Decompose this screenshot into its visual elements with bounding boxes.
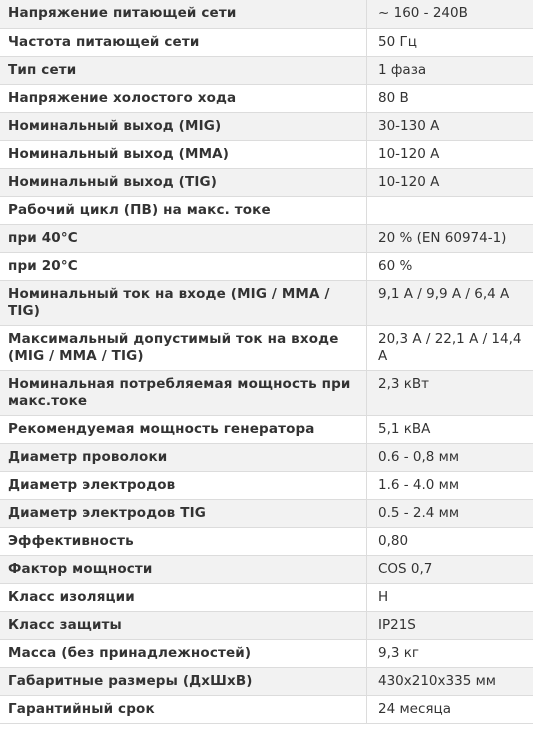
- spec-value: 10-120 А: [367, 168, 533, 196]
- spec-row: [0, 415, 533, 443]
- spec-value: 20 % (EN 60974-1): [367, 224, 533, 252]
- spec-row: [0, 471, 533, 499]
- spec-value: 60 %: [367, 252, 533, 280]
- spec-param: Класс изоляции: [0, 583, 367, 611]
- spec-param: Диаметр проволоки: [0, 443, 367, 471]
- spec-param: Масса (без принадлежностей): [0, 639, 367, 667]
- spec-value: 50 Гц: [367, 28, 533, 56]
- spec-value: 0.5 - 2.4 мм: [367, 499, 533, 527]
- spec-param: Эффективность: [0, 527, 367, 555]
- spec-row: [0, 325, 533, 370]
- spec-param: Частота питающей сети: [0, 28, 367, 56]
- spec-param: Фактор мощности: [0, 555, 367, 583]
- spec-param: Габаритные размеры (ДхШхВ): [0, 667, 367, 695]
- spec-param: Диаметр электродов: [0, 471, 367, 499]
- spec-value: 2,3 кВт: [367, 370, 533, 415]
- spec-row: [0, 443, 533, 471]
- spec-row: [0, 695, 533, 723]
- spec-value: 1 фаза: [367, 56, 533, 84]
- spec-param: Номинальная потребляемая мощность при макс.токе: [0, 370, 367, 415]
- spec-param: Номинальный ток на входе (MIG / MMA / TIG): [0, 280, 367, 325]
- spec-row: [0, 370, 533, 415]
- spec-param: Номинальный выход (MMA): [0, 140, 367, 168]
- spec-row: [0, 583, 533, 611]
- spec-row: [0, 555, 533, 583]
- spec-param: при 40°С: [0, 224, 367, 252]
- spec-row: [0, 499, 533, 527]
- spec-row: [0, 280, 533, 325]
- spec-row: [0, 639, 533, 667]
- spec-value: 20,3 A / 22,1 A / 14,4 A: [367, 325, 533, 370]
- spec-param: Напряжение питающей сети: [0, 0, 367, 28]
- spec-value: 5,1 кВА: [367, 415, 533, 443]
- spec-value: 10-120 А: [367, 140, 533, 168]
- spec-param: Рекомендуемая мощность генератора: [0, 415, 367, 443]
- spec-row: [0, 667, 533, 695]
- spec-param: Тип сети: [0, 56, 367, 84]
- spec-param: при 20°С: [0, 252, 367, 280]
- spec-param: Напряжение холостого хода: [0, 84, 367, 112]
- spec-param: Номинальный выход (TIG): [0, 168, 367, 196]
- spec-param: Гарантийный срок: [0, 695, 367, 723]
- spec-row: [0, 168, 533, 196]
- spec-value: 430х210х335 мм: [367, 667, 533, 695]
- spec-row: [0, 196, 533, 224]
- spec-row: [0, 527, 533, 555]
- spec-value: 0.6 - 0,8 мм: [367, 443, 533, 471]
- spec-param: Номинальный выход (MIG): [0, 112, 367, 140]
- spec-row: [0, 84, 533, 112]
- spec-row: [0, 224, 533, 252]
- spec-value: 1.6 - 4.0 мм: [367, 471, 533, 499]
- spec-value: 80 В: [367, 84, 533, 112]
- spec-value: 0,80: [367, 527, 533, 555]
- spec-value: [367, 196, 533, 224]
- spec-param: Максимальный допустимый ток на входе (MIG / MMA / TIG): [0, 325, 367, 370]
- spec-row: [0, 252, 533, 280]
- spec-value: IP21S: [367, 611, 533, 639]
- spec-value: 30-130 А: [367, 112, 533, 140]
- spec-row: [0, 56, 533, 84]
- spec-value: 24 месяца: [367, 695, 533, 723]
- spec-value: 9,1 A / 9,9 A / 6,4 A: [367, 280, 533, 325]
- spec-param: Диаметр электродов TIG: [0, 499, 367, 527]
- spec-row: [0, 0, 533, 28]
- spec-value: ~ 160 - 240В: [367, 0, 533, 28]
- spec-param: Класс защиты: [0, 611, 367, 639]
- spec-value: H: [367, 583, 533, 611]
- spec-row: [0, 112, 533, 140]
- spec-value: 9,3 кг: [367, 639, 533, 667]
- spec-row: [0, 28, 533, 56]
- spec-param: Рабочий цикл (ПВ) на макс. токе: [0, 196, 367, 224]
- spec-row: [0, 611, 533, 639]
- spec-row: [0, 140, 533, 168]
- spec-value: COS 0,7: [367, 555, 533, 583]
